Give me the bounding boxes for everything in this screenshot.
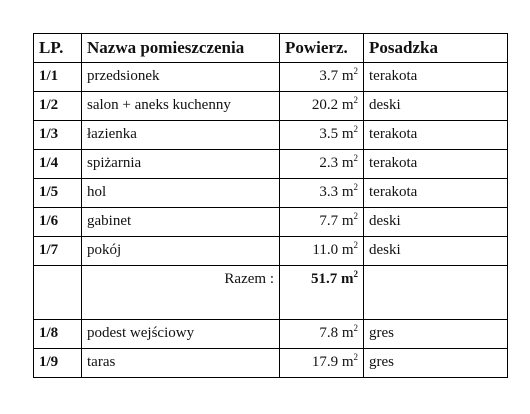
- row-floor: deski: [364, 208, 508, 237]
- row-area: 11.0 $m^2$: [280, 237, 364, 266]
- rooms-table: [33, 33, 508, 378]
- total-value: 51.7 $m^2$: [280, 266, 364, 320]
- row-floor: gres: [364, 320, 508, 349]
- row-floor: gres: [364, 349, 508, 378]
- row-name: łazienka: [82, 121, 280, 150]
- row-lp: 1/3: [34, 121, 82, 150]
- row-name: taras: [82, 349, 280, 378]
- total-row: [34, 266, 508, 320]
- table-row: [34, 92, 508, 121]
- row-name: gabinet: [82, 208, 280, 237]
- row-lp: 1/1: [34, 63, 82, 92]
- row-floor: terakota: [364, 63, 508, 92]
- table-row: [34, 150, 508, 179]
- row-area: 3.3 $m^2$: [280, 179, 364, 208]
- row-area: 3.7 $m^2$: [280, 63, 364, 92]
- row-name: pokój: [82, 237, 280, 266]
- row-lp: 1/2: [34, 92, 82, 121]
- header-lp: LP.: [34, 34, 82, 63]
- row-lp: 1/9: [34, 349, 82, 378]
- table-row: [34, 63, 508, 92]
- row-name: salon + aneks kuchenny: [82, 92, 280, 121]
- row-area: 2.3 $m^2$: [280, 150, 364, 179]
- table-row: [34, 237, 508, 266]
- total-floor-cell: [364, 266, 508, 320]
- row-floor: deski: [364, 92, 508, 121]
- row-floor: deski: [364, 237, 508, 266]
- row-lp: 1/7: [34, 237, 82, 266]
- row-area: 7.8 $m^2$: [280, 320, 364, 349]
- table-row: [34, 349, 508, 378]
- row-area: 7.7 $m^2$: [280, 208, 364, 237]
- row-lp: 1/5: [34, 179, 82, 208]
- row-floor: terakota: [364, 121, 508, 150]
- table-row: [34, 208, 508, 237]
- row-area: 3.5 $m^2$: [280, 121, 364, 150]
- row-floor: terakota: [364, 179, 508, 208]
- row-lp: 1/8: [34, 320, 82, 349]
- header-area: Powierz.: [280, 34, 364, 63]
- table-row: [34, 121, 508, 150]
- row-area: 17.9 $m^2$: [280, 349, 364, 378]
- row-name: spiżarnia: [82, 150, 280, 179]
- table-row: [34, 179, 508, 208]
- row-floor: terakota: [364, 150, 508, 179]
- header-floor: Posadzka: [364, 34, 508, 63]
- header-name: Nazwa pomieszczenia: [82, 34, 280, 63]
- row-name: podest wejściowy: [82, 320, 280, 349]
- table-row: [34, 320, 508, 349]
- row-area: 20.2 $m^2$: [280, 92, 364, 121]
- row-name: przedsionek: [82, 63, 280, 92]
- total-label: Razem :: [82, 266, 280, 320]
- row-name: hol: [82, 179, 280, 208]
- header-row: [34, 34, 508, 63]
- total-lp-cell: [34, 266, 82, 320]
- row-lp: 1/4: [34, 150, 82, 179]
- row-lp: 1/6: [34, 208, 82, 237]
